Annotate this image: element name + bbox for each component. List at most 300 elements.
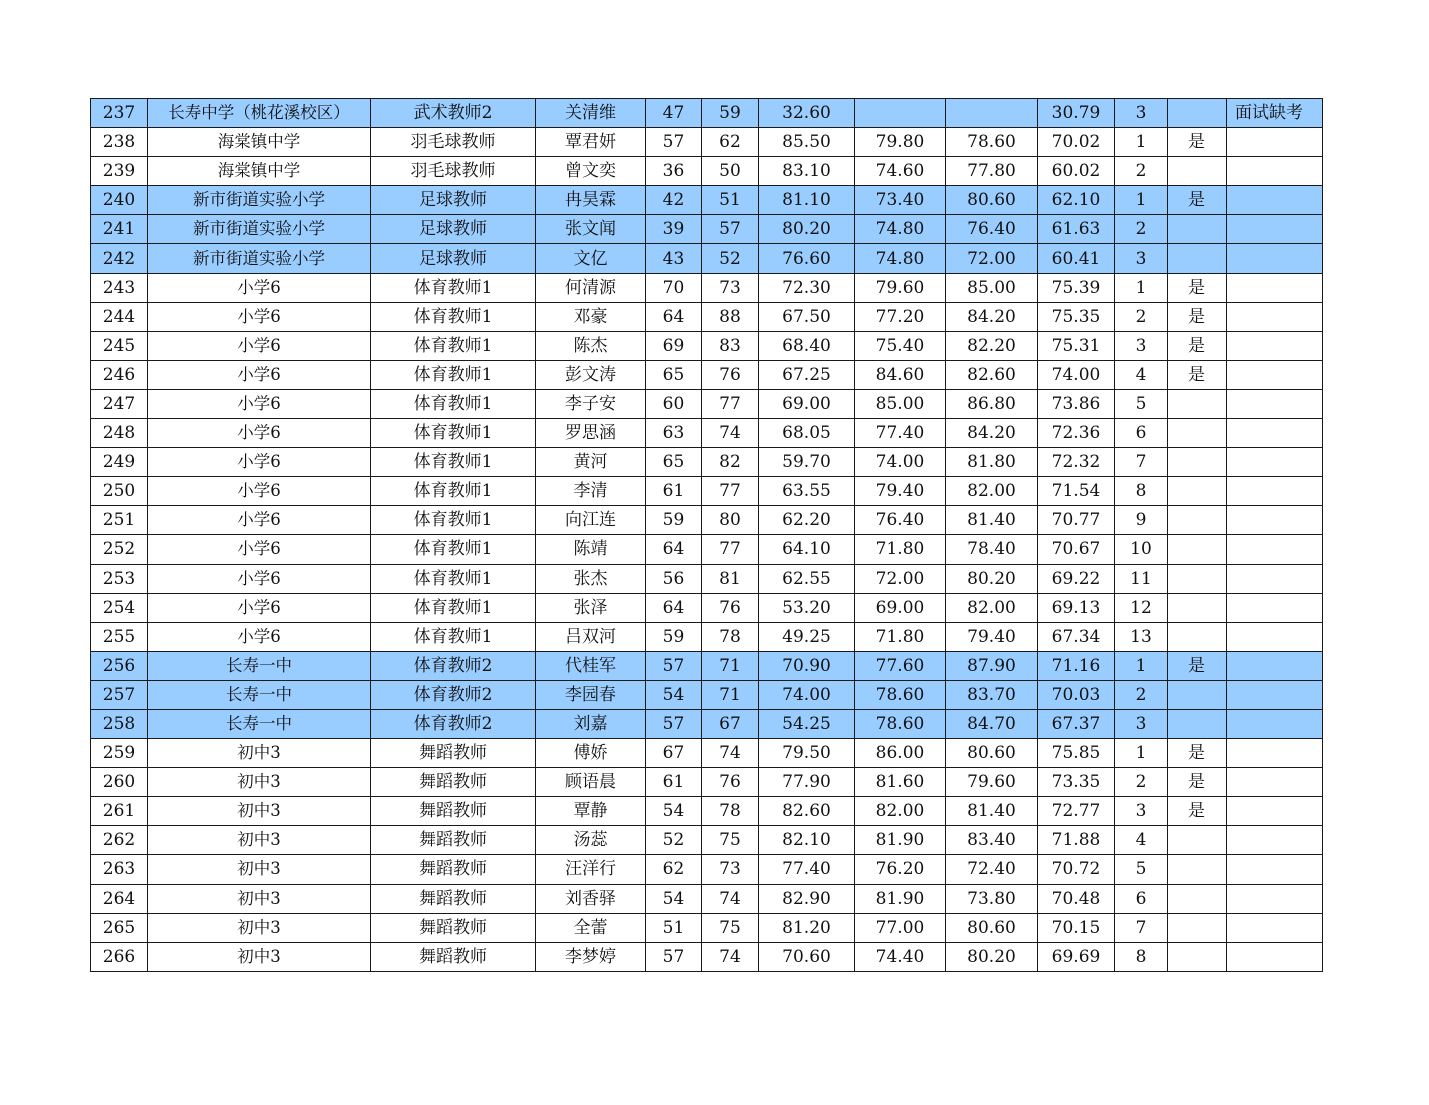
score-5-cell: 83.40	[946, 826, 1038, 855]
school-cell: 小学6	[148, 564, 371, 593]
selected-mark-cell	[1168, 622, 1227, 651]
score-2-cell: 76	[702, 768, 759, 797]
score-1-cell: 60	[646, 389, 702, 418]
rank-cell: 2	[1115, 302, 1168, 331]
candidate-name-cell: 汪洋行	[536, 855, 646, 884]
remark-cell	[1227, 302, 1323, 331]
table-row	[91, 913, 1323, 942]
school-cell: 海棠镇中学	[148, 128, 371, 157]
remark-cell	[1227, 622, 1323, 651]
score-4-cell: 81.90	[855, 826, 946, 855]
total-score-cell: 73.35	[1038, 768, 1115, 797]
remark-cell	[1227, 942, 1323, 971]
table-row	[91, 535, 1323, 564]
score-4-cell: 82.00	[855, 797, 946, 826]
remark-cell	[1227, 157, 1323, 186]
total-score-cell: 71.88	[1038, 826, 1115, 855]
rank-cell: 3	[1115, 244, 1168, 273]
score-5-cell: 82.20	[946, 331, 1038, 360]
rank-cell: 1	[1115, 739, 1168, 768]
score-3-cell: 68.40	[759, 331, 855, 360]
score-1-cell: 57	[646, 128, 702, 157]
score-1-cell: 70	[646, 273, 702, 302]
score-1-cell: 57	[646, 709, 702, 738]
candidate-name-cell: 顾语晨	[536, 768, 646, 797]
score-1-cell: 65	[646, 448, 702, 477]
total-score-cell: 67.34	[1038, 622, 1115, 651]
score-2-cell: 88	[702, 302, 759, 331]
selected-mark-cell	[1168, 564, 1227, 593]
score-3-cell: 62.20	[759, 506, 855, 535]
position-cell: 体育教师1	[371, 535, 536, 564]
score-4-cell: 74.00	[855, 448, 946, 477]
total-score-cell: 70.72	[1038, 855, 1115, 884]
rank-cell: 4	[1115, 360, 1168, 389]
remark-cell	[1227, 913, 1323, 942]
score-3-cell: 69.00	[759, 389, 855, 418]
score-2-cell: 82	[702, 448, 759, 477]
score-3-cell: 74.00	[759, 680, 855, 709]
row-number-cell: 241	[91, 215, 148, 244]
row-number-cell: 237	[91, 99, 148, 128]
total-score-cell: 60.02	[1038, 157, 1115, 186]
school-cell: 新市街道实验小学	[148, 244, 371, 273]
rank-cell: 12	[1115, 593, 1168, 622]
rank-cell: 13	[1115, 622, 1168, 651]
candidate-name-cell: 代桂军	[536, 651, 646, 680]
position-cell: 舞蹈教师	[371, 768, 536, 797]
candidate-name-cell: 李梦婷	[536, 942, 646, 971]
table-row	[91, 622, 1323, 651]
candidate-name-cell: 冉昊霖	[536, 186, 646, 215]
score-2-cell: 80	[702, 506, 759, 535]
position-cell: 体育教师2	[371, 651, 536, 680]
score-3-cell: 63.55	[759, 477, 855, 506]
row-number-cell: 239	[91, 157, 148, 186]
score-5-cell: 73.80	[946, 884, 1038, 913]
school-cell: 新市街道实验小学	[148, 186, 371, 215]
row-number-cell: 254	[91, 593, 148, 622]
table-row	[91, 855, 1323, 884]
score-3-cell: 67.25	[759, 360, 855, 389]
score-4-cell: 79.80	[855, 128, 946, 157]
score-2-cell: 75	[702, 826, 759, 855]
score-5-cell: 82.00	[946, 477, 1038, 506]
score-1-cell: 67	[646, 739, 702, 768]
score-3-cell: 81.10	[759, 186, 855, 215]
candidate-name-cell: 刘嘉	[536, 709, 646, 738]
school-cell: 小学6	[148, 360, 371, 389]
position-cell: 体育教师1	[371, 593, 536, 622]
remark-cell	[1227, 535, 1323, 564]
total-score-cell: 70.48	[1038, 884, 1115, 913]
table-row	[91, 186, 1323, 215]
score-5-cell: 82.60	[946, 360, 1038, 389]
row-number-cell: 250	[91, 477, 148, 506]
rank-cell: 7	[1115, 448, 1168, 477]
rank-cell: 2	[1115, 215, 1168, 244]
total-score-cell: 70.03	[1038, 680, 1115, 709]
position-cell: 体育教师2	[371, 680, 536, 709]
row-number-cell: 253	[91, 564, 148, 593]
row-number-cell: 251	[91, 506, 148, 535]
remark-cell	[1227, 477, 1323, 506]
school-cell: 新市街道实验小学	[148, 215, 371, 244]
remark-cell	[1227, 448, 1323, 477]
score-4-cell: 74.80	[855, 215, 946, 244]
score-5-cell: 77.80	[946, 157, 1038, 186]
selected-mark-cell	[1168, 826, 1227, 855]
rank-cell: 1	[1115, 651, 1168, 680]
row-number-cell: 261	[91, 797, 148, 826]
row-number-cell: 263	[91, 855, 148, 884]
score-4-cell: 74.60	[855, 157, 946, 186]
total-score-cell: 61.63	[1038, 215, 1115, 244]
table-row	[91, 768, 1323, 797]
position-cell: 体育教师1	[371, 331, 536, 360]
score-5-cell: 79.40	[946, 622, 1038, 651]
score-5-cell: 80.60	[946, 913, 1038, 942]
score-5-cell: 81.40	[946, 506, 1038, 535]
score-4-cell: 77.40	[855, 419, 946, 448]
score-4-cell: 69.00	[855, 593, 946, 622]
score-5-cell: 72.40	[946, 855, 1038, 884]
score-4-cell: 76.20	[855, 855, 946, 884]
table-row	[91, 884, 1323, 913]
candidate-name-cell: 曾文奕	[536, 157, 646, 186]
score-3-cell: 59.70	[759, 448, 855, 477]
score-5-cell: 80.60	[946, 186, 1038, 215]
position-cell: 足球教师	[371, 215, 536, 244]
score-2-cell: 74	[702, 884, 759, 913]
table-row	[91, 477, 1323, 506]
rank-cell: 6	[1115, 419, 1168, 448]
score-1-cell: 57	[646, 942, 702, 971]
total-score-cell: 75.39	[1038, 273, 1115, 302]
selected-mark-cell: 是	[1168, 797, 1227, 826]
position-cell: 舞蹈教师	[371, 826, 536, 855]
candidate-name-cell: 傅娇	[536, 739, 646, 768]
remark-cell	[1227, 419, 1323, 448]
selected-mark-cell	[1168, 419, 1227, 448]
position-cell: 武术教师2	[371, 99, 536, 128]
position-cell: 舞蹈教师	[371, 739, 536, 768]
score-3-cell: 49.25	[759, 622, 855, 651]
remark-cell	[1227, 768, 1323, 797]
score-1-cell: 36	[646, 157, 702, 186]
score-1-cell: 61	[646, 477, 702, 506]
remark-cell	[1227, 797, 1323, 826]
candidate-name-cell: 彭文涛	[536, 360, 646, 389]
rank-cell: 2	[1115, 157, 1168, 186]
total-score-cell: 70.77	[1038, 506, 1115, 535]
position-cell: 舞蹈教师	[371, 884, 536, 913]
selected-mark-cell: 是	[1168, 651, 1227, 680]
score-4-cell: 76.40	[855, 506, 946, 535]
row-number-cell: 243	[91, 273, 148, 302]
score-5-cell: 84.20	[946, 302, 1038, 331]
selected-mark-cell: 是	[1168, 186, 1227, 215]
rank-cell: 10	[1115, 535, 1168, 564]
score-2-cell: 71	[702, 680, 759, 709]
score-4-cell: 79.40	[855, 477, 946, 506]
candidate-name-cell: 李子安	[536, 389, 646, 418]
rank-cell: 1	[1115, 273, 1168, 302]
position-cell: 羽毛球教师	[371, 157, 536, 186]
school-cell: 初中3	[148, 797, 371, 826]
score-1-cell: 61	[646, 768, 702, 797]
selected-mark-cell	[1168, 506, 1227, 535]
score-1-cell: 65	[646, 360, 702, 389]
score-1-cell: 62	[646, 855, 702, 884]
table-row	[91, 564, 1323, 593]
score-4-cell: 75.40	[855, 331, 946, 360]
position-cell: 舞蹈教师	[371, 913, 536, 942]
total-score-cell: 70.67	[1038, 535, 1115, 564]
table-row	[91, 680, 1323, 709]
score-4-cell: 78.60	[855, 709, 946, 738]
score-1-cell: 57	[646, 651, 702, 680]
table-body	[91, 99, 1323, 972]
table-row	[91, 506, 1323, 535]
score-5-cell: 76.40	[946, 215, 1038, 244]
candidate-name-cell: 张文闻	[536, 215, 646, 244]
rank-cell: 7	[1115, 913, 1168, 942]
selected-mark-cell: 是	[1168, 302, 1227, 331]
total-score-cell: 75.85	[1038, 739, 1115, 768]
selected-mark-cell	[1168, 477, 1227, 506]
selected-mark-cell	[1168, 448, 1227, 477]
row-number-cell: 264	[91, 884, 148, 913]
candidate-name-cell: 陈靖	[536, 535, 646, 564]
candidate-name-cell: 覃君妍	[536, 128, 646, 157]
position-cell: 舞蹈教师	[371, 855, 536, 884]
remark-cell: 面试缺考	[1227, 99, 1323, 128]
total-score-cell: 71.16	[1038, 651, 1115, 680]
remark-cell	[1227, 186, 1323, 215]
rank-cell: 8	[1115, 477, 1168, 506]
rank-cell: 5	[1115, 389, 1168, 418]
candidate-name-cell: 向江连	[536, 506, 646, 535]
score-4-cell: 85.00	[855, 389, 946, 418]
remark-cell	[1227, 739, 1323, 768]
selected-mark-cell: 是	[1168, 360, 1227, 389]
score-3-cell: 32.60	[759, 99, 855, 128]
score-4-cell: 77.60	[855, 651, 946, 680]
table-row	[91, 128, 1323, 157]
candidate-name-cell: 李园春	[536, 680, 646, 709]
position-cell: 体育教师1	[371, 622, 536, 651]
score-1-cell: 69	[646, 331, 702, 360]
table-row	[91, 215, 1323, 244]
table-row	[91, 360, 1323, 389]
score-2-cell: 67	[702, 709, 759, 738]
score-4-cell: 77.00	[855, 913, 946, 942]
score-2-cell: 76	[702, 593, 759, 622]
selected-mark-cell: 是	[1168, 128, 1227, 157]
score-1-cell: 64	[646, 535, 702, 564]
score-1-cell: 54	[646, 680, 702, 709]
table-row	[91, 797, 1323, 826]
school-cell: 长寿一中	[148, 651, 371, 680]
total-score-cell: 62.10	[1038, 186, 1115, 215]
table-row	[91, 244, 1323, 273]
score-4-cell: 71.80	[855, 622, 946, 651]
score-3-cell: 77.40	[759, 855, 855, 884]
total-score-cell: 73.86	[1038, 389, 1115, 418]
rank-cell: 2	[1115, 768, 1168, 797]
selected-mark-cell	[1168, 884, 1227, 913]
rank-cell: 8	[1115, 942, 1168, 971]
score-5-cell: 81.40	[946, 797, 1038, 826]
table-row	[91, 593, 1323, 622]
table-row	[91, 273, 1323, 302]
score-4-cell: 79.60	[855, 273, 946, 302]
score-1-cell: 54	[646, 884, 702, 913]
candidate-name-cell: 黄河	[536, 448, 646, 477]
score-2-cell: 74	[702, 739, 759, 768]
school-cell: 小学6	[148, 331, 371, 360]
score-2-cell: 71	[702, 651, 759, 680]
score-1-cell: 47	[646, 99, 702, 128]
school-cell: 长寿中学（桃花溪校区）	[148, 99, 371, 128]
remark-cell	[1227, 709, 1323, 738]
position-cell: 体育教师1	[371, 360, 536, 389]
remark-cell	[1227, 884, 1323, 913]
score-1-cell: 54	[646, 797, 702, 826]
school-cell: 初中3	[148, 884, 371, 913]
total-score-cell: 69.69	[1038, 942, 1115, 971]
row-number-cell: 252	[91, 535, 148, 564]
score-3-cell: 82.90	[759, 884, 855, 913]
row-number-cell: 266	[91, 942, 148, 971]
score-5-cell: 81.80	[946, 448, 1038, 477]
total-score-cell: 70.15	[1038, 913, 1115, 942]
school-cell: 初中3	[148, 739, 371, 768]
score-1-cell: 64	[646, 302, 702, 331]
selected-mark-cell	[1168, 215, 1227, 244]
score-3-cell: 72.30	[759, 273, 855, 302]
score-2-cell: 62	[702, 128, 759, 157]
remark-cell	[1227, 506, 1323, 535]
school-cell: 海棠镇中学	[148, 157, 371, 186]
score-3-cell: 67.50	[759, 302, 855, 331]
score-3-cell: 82.60	[759, 797, 855, 826]
score-2-cell: 59	[702, 99, 759, 128]
position-cell: 体育教师1	[371, 448, 536, 477]
score-4-cell: 71.80	[855, 535, 946, 564]
row-number-cell: 260	[91, 768, 148, 797]
results-table	[90, 98, 1323, 972]
selected-mark-cell	[1168, 680, 1227, 709]
table-row	[91, 331, 1323, 360]
score-3-cell: 53.20	[759, 593, 855, 622]
row-number-cell: 265	[91, 913, 148, 942]
score-2-cell: 52	[702, 244, 759, 273]
total-score-cell: 67.37	[1038, 709, 1115, 738]
score-4-cell: 72.00	[855, 564, 946, 593]
row-number-cell: 242	[91, 244, 148, 273]
candidate-name-cell: 陈杰	[536, 331, 646, 360]
score-3-cell: 79.50	[759, 739, 855, 768]
school-cell: 初中3	[148, 942, 371, 971]
score-3-cell: 81.20	[759, 913, 855, 942]
total-score-cell: 75.35	[1038, 302, 1115, 331]
rank-cell: 9	[1115, 506, 1168, 535]
score-2-cell: 73	[702, 273, 759, 302]
school-cell: 初中3	[148, 913, 371, 942]
total-score-cell: 75.31	[1038, 331, 1115, 360]
position-cell: 体育教师1	[371, 302, 536, 331]
score-2-cell: 78	[702, 797, 759, 826]
score-4-cell: 84.60	[855, 360, 946, 389]
table-row	[91, 448, 1323, 477]
candidate-name-cell: 张泽	[536, 593, 646, 622]
score-5-cell	[946, 99, 1038, 128]
school-cell: 小学6	[148, 506, 371, 535]
row-number-cell: 249	[91, 448, 148, 477]
selected-mark-cell: 是	[1168, 739, 1227, 768]
row-number-cell: 248	[91, 419, 148, 448]
row-number-cell: 255	[91, 622, 148, 651]
school-cell: 小学6	[148, 448, 371, 477]
row-number-cell: 256	[91, 651, 148, 680]
score-5-cell: 78.60	[946, 128, 1038, 157]
score-5-cell: 84.20	[946, 419, 1038, 448]
row-number-cell: 240	[91, 186, 148, 215]
position-cell: 足球教师	[371, 186, 536, 215]
selected-mark-cell	[1168, 244, 1227, 273]
position-cell: 体育教师1	[371, 564, 536, 593]
score-3-cell: 70.60	[759, 942, 855, 971]
score-5-cell: 80.20	[946, 564, 1038, 593]
score-3-cell: 62.55	[759, 564, 855, 593]
rank-cell: 4	[1115, 826, 1168, 855]
score-1-cell: 51	[646, 913, 702, 942]
remark-cell	[1227, 331, 1323, 360]
rank-cell: 11	[1115, 564, 1168, 593]
table-row	[91, 157, 1323, 186]
table-row	[91, 419, 1323, 448]
remark-cell	[1227, 360, 1323, 389]
remark-cell	[1227, 389, 1323, 418]
row-number-cell: 257	[91, 680, 148, 709]
score-1-cell: 42	[646, 186, 702, 215]
position-cell: 体育教师1	[371, 506, 536, 535]
selected-mark-cell	[1168, 535, 1227, 564]
school-cell: 小学6	[148, 535, 371, 564]
remark-cell	[1227, 215, 1323, 244]
candidate-name-cell: 覃静	[536, 797, 646, 826]
score-2-cell: 51	[702, 186, 759, 215]
score-3-cell: 80.20	[759, 215, 855, 244]
score-4-cell: 81.60	[855, 768, 946, 797]
school-cell: 小学6	[148, 477, 371, 506]
selected-mark-cell	[1168, 913, 1227, 942]
score-5-cell: 84.70	[946, 709, 1038, 738]
position-cell: 体育教师1	[371, 273, 536, 302]
score-4-cell: 74.80	[855, 244, 946, 273]
score-1-cell: 63	[646, 419, 702, 448]
row-number-cell: 262	[91, 826, 148, 855]
row-number-cell: 245	[91, 331, 148, 360]
rank-cell: 6	[1115, 884, 1168, 913]
school-cell: 初中3	[148, 855, 371, 884]
score-3-cell: 68.05	[759, 419, 855, 448]
score-2-cell: 74	[702, 942, 759, 971]
total-score-cell: 69.22	[1038, 564, 1115, 593]
score-2-cell: 50	[702, 157, 759, 186]
